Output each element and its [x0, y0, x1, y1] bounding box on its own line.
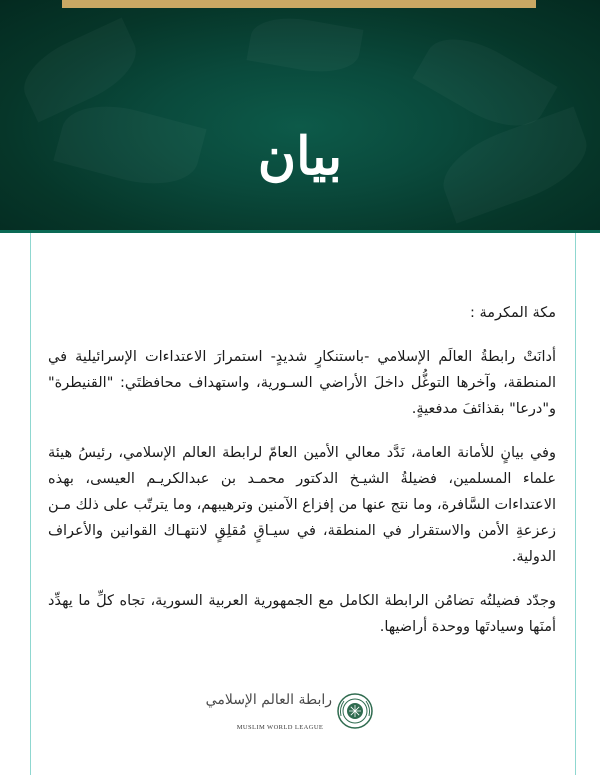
logo-english-text: MUSLIM WORLD LEAGUE: [236, 724, 324, 731]
paragraph-1: أدانَتْ رابطةُ العالَم الإسلامي -باستنكارٍ شديدٍ- استمرارَ الاعتداءات الإسرائيلية في المنطقة، وآخرها التوغُّل داخلَ الأراضي السـورية، واستهداف محافظتَي: "القنيطرة" و"درعا" بقذائفَ مدفعيةٍ.: [48, 349, 556, 417]
statement-body: [48, 300, 556, 658]
logo-arabic-text: رابطة العالم الإسلامي: [205, 692, 332, 708]
header-banner: [0, 0, 600, 230]
leaf-ornament: [13, 17, 147, 122]
muslim-world-league-logo: [205, 688, 378, 738]
dateline: مكة المكرمة :: [469, 305, 556, 321]
paragraph-3: وجدّد فضيلتُه تضامُن الرابطة الكامل مع الجمهورية العربية السورية، تجاه كلِّ ما يهدِّد أمنَها وسيادتَها ووحدة أراضيها.: [48, 593, 556, 635]
gold-accent-bar: [62, 0, 536, 8]
statement-title: بيان: [257, 126, 343, 187]
leaf-ornament: [246, 11, 363, 79]
league-emblem-icon: [336, 692, 374, 730]
paragraph-2: وفي بيانٍ للأمانة العامة، نَدَّد معالي الأمين العامّ لرابطة العالم الإسلامي، رئيسُ هيئة علماء المسلمين، فضيلةُ الشيـخ الدكتور محمـد بن عبدالكريـم العيسى، بهذه الاعتداءات السَّافرة، وما نتج عنها من إفزاع الآمنين وترهيبهم، وما يترتّب على ذلك مـن زعزعةِ الأمن والاستقرار في المنطقة، في سيـاقٍ مُقلِقٍ لانتهـاك القوانين والأعراف الدولية.: [48, 445, 556, 565]
